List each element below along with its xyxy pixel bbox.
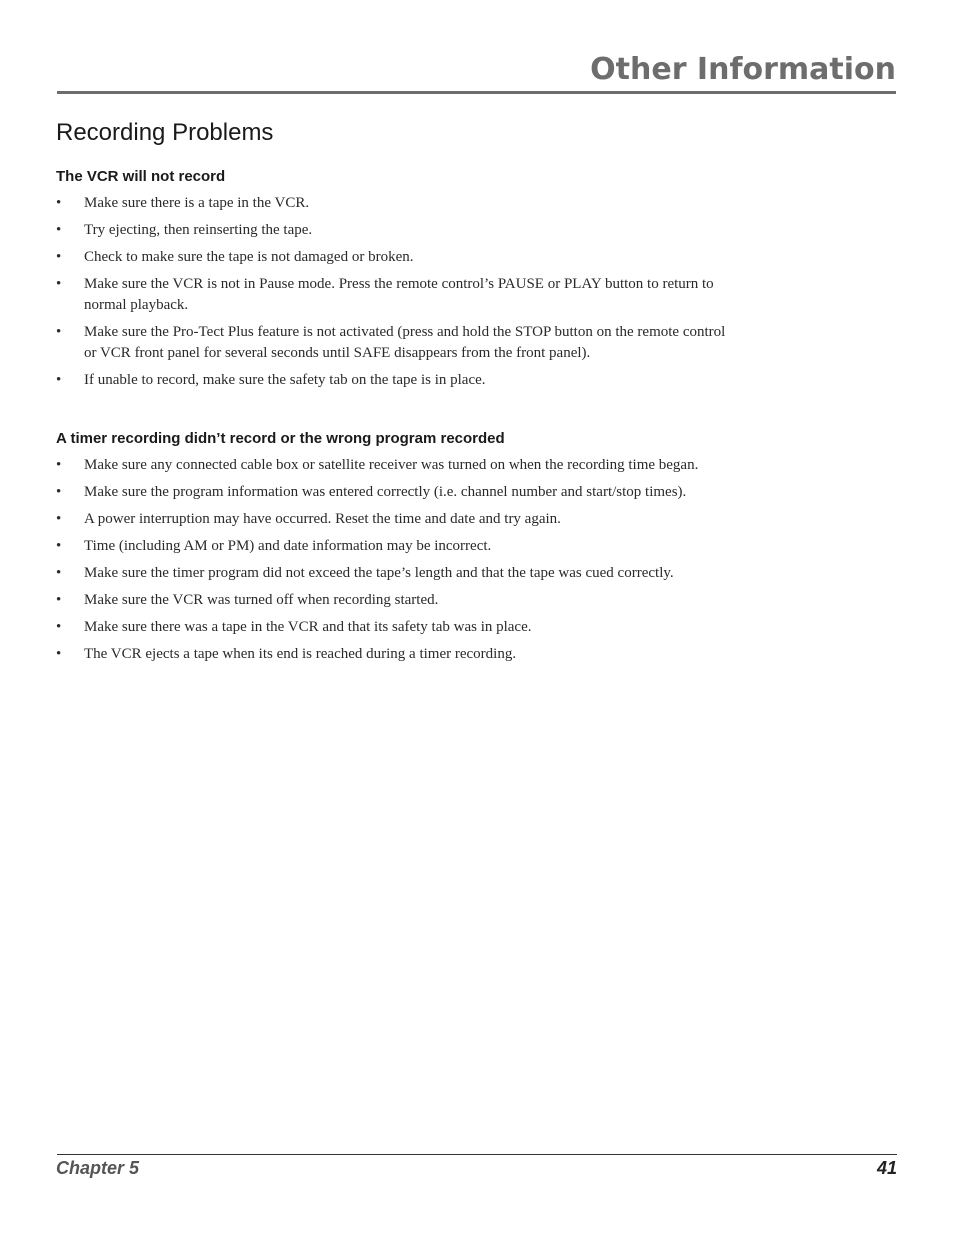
section-heading: The VCR will not record bbox=[56, 168, 226, 185]
bullet-glyph: • bbox=[56, 646, 62, 662]
list-item bbox=[56, 590, 726, 611]
header-divider bbox=[57, 91, 896, 94]
bullet-glyph: • bbox=[56, 565, 62, 581]
list-item-text: The VCR ejects a tape when its end is reached during a timer recording. bbox=[84, 646, 517, 662]
footer-page-number: 41 bbox=[876, 1158, 897, 1178]
list-item bbox=[56, 193, 726, 214]
footer-divider bbox=[57, 1154, 897, 1155]
bullet-glyph: • bbox=[56, 222, 62, 238]
list-item-text: Make sure any connected cable box or satellite receiver was turned on when the recording time began. bbox=[84, 457, 699, 473]
list-item-text: Try ejecting, then reinserting the tape. bbox=[84, 222, 313, 238]
list-item-text: Make sure the VCR was turned off when recording started. bbox=[84, 592, 439, 608]
list-item-text: Time (including AM or PM) and date information may be incorrect. bbox=[84, 538, 492, 554]
bullet-glyph: • bbox=[56, 619, 62, 635]
list-item bbox=[56, 274, 726, 316]
list-item bbox=[56, 455, 726, 476]
list-item bbox=[56, 617, 726, 638]
bullet-glyph: • bbox=[56, 592, 62, 608]
list-item bbox=[56, 644, 726, 665]
list-item-text: Make sure there was a tape in the VCR and that its safety tab was in place. bbox=[84, 619, 532, 635]
page-title: Recording Problems bbox=[56, 119, 274, 146]
list-item-text: Make sure the program information was entered correctly (i.e. channel number and start/stop times). bbox=[84, 484, 687, 500]
list-item-text: Make sure there is a tape in the VCR. bbox=[84, 195, 310, 211]
bullet-glyph: • bbox=[56, 324, 62, 340]
header-title: Other Information bbox=[590, 52, 896, 87]
list-item-text: Make sure the Pro-Tect Plus feature is not activated (press and hold the STOP button on the remote control or VCR front panel for several seconds until SAFE disappears from the front panel). bbox=[84, 324, 726, 361]
section-heading: A timer recording didn’t record or the wrong program recorded bbox=[56, 430, 505, 447]
list-item bbox=[56, 370, 726, 391]
bullet-glyph: • bbox=[56, 249, 62, 265]
bullet-glyph: • bbox=[56, 484, 62, 500]
bullet-list bbox=[56, 455, 726, 665]
bullet-glyph: • bbox=[56, 372, 62, 388]
bullet-glyph: • bbox=[56, 457, 62, 473]
list-item bbox=[56, 220, 726, 241]
list-item-text: If unable to record, make sure the safety tab on the tape is in place. bbox=[84, 372, 486, 388]
list-item bbox=[56, 247, 726, 268]
list-item bbox=[56, 322, 726, 364]
section-vcr-will-not-record bbox=[56, 168, 726, 397]
section-timer-recording-problems bbox=[56, 430, 726, 671]
bullet-glyph: • bbox=[56, 276, 62, 292]
footer-chapter-label: Chapter 5 bbox=[56, 1158, 140, 1178]
list-item bbox=[56, 509, 726, 530]
list-item-text: Make sure the timer program did not exceed the tape’s length and that the tape was cued correctly. bbox=[84, 565, 674, 581]
bullet-glyph: • bbox=[56, 195, 62, 211]
list-item bbox=[56, 563, 726, 584]
list-item bbox=[56, 536, 726, 557]
list-item bbox=[56, 482, 726, 503]
bullet-glyph: • bbox=[56, 511, 62, 527]
bullet-list bbox=[56, 193, 726, 391]
list-item-text: Make sure the VCR is not in Pause mode. Press the remote control’s PAUSE or PLAY button to return to normal playback. bbox=[84, 276, 714, 313]
list-item-text: Check to make sure the tape is not damaged or broken. bbox=[84, 249, 414, 265]
list-item-text: A power interruption may have occurred. Reset the time and date and try again. bbox=[84, 511, 561, 527]
bullet-glyph: • bbox=[56, 538, 62, 554]
